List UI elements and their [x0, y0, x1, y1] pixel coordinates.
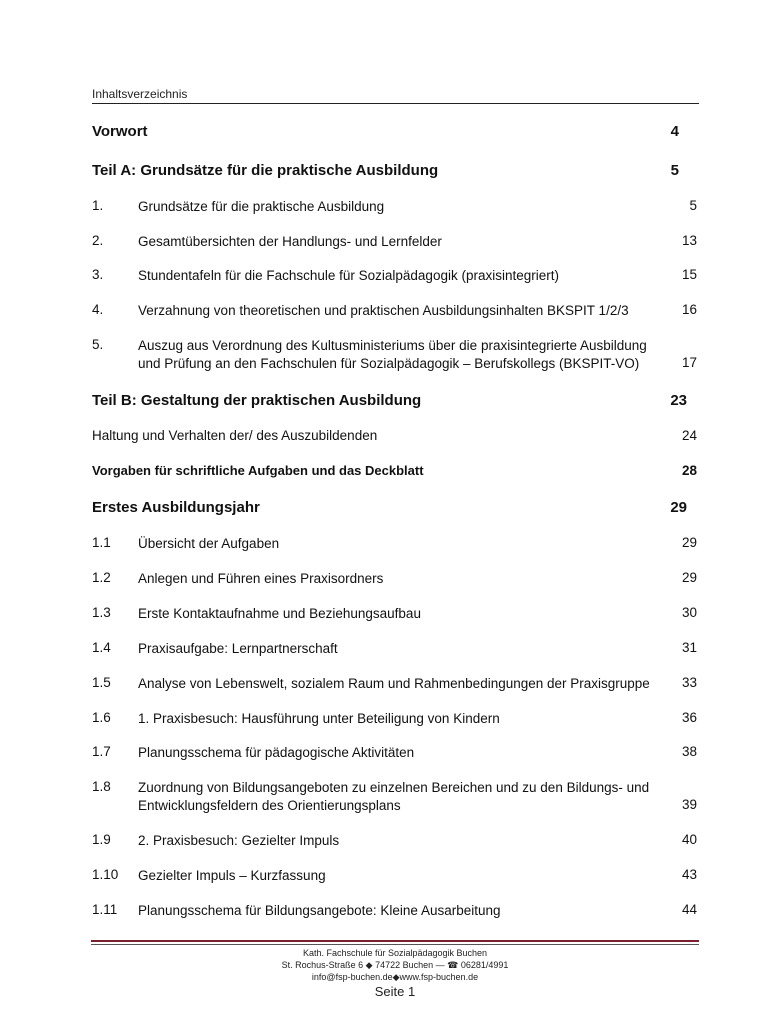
- toc-entry-title-line1: Zuordnung von Bildungsangeboten zu einzelnen Bereichen und zu den Bildungs- und: [138, 780, 650, 795]
- toc-page-number: 40: [681, 832, 697, 847]
- toc-page-number: 29: [670, 499, 687, 516]
- toc-entry-number: 4.: [92, 302, 104, 317]
- toc-entry-title: Vorgaben für schriftliche Aufgaben und das Deckblatt: [92, 463, 424, 478]
- toc-page-number: 28: [681, 463, 697, 478]
- toc-heading-title: Erstes Ausbildungsjahr: [92, 499, 260, 516]
- toc-page-number: 36: [681, 710, 697, 725]
- toc-entry-title: Planungsschema für pädagogische Aktivitäten: [138, 745, 415, 760]
- toc-entry-number: 1.5: [92, 675, 111, 690]
- toc-entry-title-line2: und Prüfung an den Fachschulen für Sozialpädagogik – Berufskollegs (BKSPIT-VO): [138, 356, 640, 371]
- toc-entry-number: 1.1: [92, 535, 111, 550]
- footer-school-name: Kath. Fachschule für Sozialpädagogik Buchen: [302, 948, 488, 958]
- toc-page-number: 29: [681, 570, 697, 585]
- toc-entry-number: 1.11: [92, 902, 118, 917]
- toc-entry-haltung[interactable]: [92, 428, 699, 443]
- toc-page-number: 43: [681, 867, 697, 882]
- toc-page-number: 15: [681, 267, 697, 282]
- toc-page-number: 33: [681, 675, 697, 690]
- footer-address: St. Rochus-Straße 6 ◆ 74722 Buchen — ☎ 06281/4991: [281, 960, 509, 970]
- toc-heading-teil-a[interactable]: [92, 162, 699, 179]
- toc-page-number: 39: [681, 797, 697, 812]
- toc-entry-title-line1: Auszug aus Verordnung des Kultusministeriums über die praxisintegrierte Ausbildung: [138, 338, 647, 353]
- toc-entry-number: 1.6: [92, 710, 111, 725]
- toc-page-number: 29: [681, 535, 697, 550]
- toc-heading-teil-b[interactable]: [92, 392, 699, 409]
- toc-entry-title: Verzahnung von theoretischen und praktischen Ausbildungsinhalten BKSPIT 1/2/3: [138, 303, 629, 318]
- toc-page-number: 44: [681, 902, 697, 917]
- toc-entry-title: Übersicht der Aufgaben: [138, 536, 280, 551]
- toc-entry-title: 2. Praxisbesuch: Gezielter Impuls: [138, 833, 340, 848]
- toc-entry-title: Gezielter Impuls – Kurzfassung: [138, 868, 326, 883]
- toc-heading-title: Vorwort: [92, 123, 148, 140]
- toc-entry-vorgaben[interactable]: [92, 463, 699, 478]
- toc-heading-erstes-ausbildungsjahr[interactable]: [92, 499, 699, 516]
- toc-page-number: 31: [681, 640, 697, 655]
- toc-page-number: 30: [681, 605, 697, 620]
- toc-entry-number: 1.: [92, 198, 104, 213]
- toc-entry-number: 1.3: [92, 605, 111, 620]
- toc-entry-number: 2.: [92, 233, 104, 248]
- toc-page-number: 13: [681, 233, 697, 248]
- footer-contact: info@fsp-buchen.de◆www.fsp-buchen.de: [311, 972, 479, 982]
- toc-page-number: 17: [681, 355, 697, 370]
- toc-entry-title: Stundentafeln für die Fachschule für Sozialpädagogik (praxisintegriert): [138, 268, 559, 283]
- toc-entry-number: 1.7: [92, 744, 111, 759]
- footer-rule-gray: [91, 944, 699, 945]
- toc-entry-number: 5.: [92, 337, 104, 352]
- toc-page-number: 38: [681, 744, 697, 759]
- toc-heading-title: Teil B: Gestaltung der praktischen Ausbildung: [92, 392, 422, 409]
- toc-entry-title: Planungsschema für Bildungsangebote: Kleine Ausarbeitung: [138, 903, 501, 918]
- toc-page-number: 5: [689, 198, 697, 213]
- toc-entry-title: Anlegen und Führen eines Praxisordners: [138, 571, 384, 586]
- toc-entry-title: Gesamtübersichten der Handlungs- und Lernfelder: [138, 234, 442, 249]
- toc-entry-number: 1.8: [92, 779, 111, 794]
- footer-rule-red: [91, 940, 699, 942]
- page-header: Inhaltsverzeichnis: [92, 87, 699, 104]
- toc-entry-title: Grundsätze für die praktische Ausbildung: [138, 199, 385, 214]
- toc-page-number: 5: [670, 162, 679, 179]
- toc-heading-title: Teil A: Grundsätze für die praktische Ausbildung: [92, 162, 439, 179]
- toc-entry-number: 1.2: [92, 570, 111, 585]
- toc-entry-number: 1.4: [92, 640, 111, 655]
- toc-entry-number: 1.10: [92, 867, 119, 882]
- toc-entry-title: Praxisaufgabe: Lernpartnerschaft: [138, 641, 338, 656]
- toc-entry-title-line2: Entwicklungsfeldern des Orientierungsplans: [138, 798, 401, 813]
- page-footer: [91, 947, 699, 998]
- toc-page-number: 23: [670, 392, 687, 409]
- toc-entry-title: Erste Kontaktaufnahme und Beziehungsaufbau: [138, 606, 421, 621]
- toc-entry-number: 3.: [92, 267, 104, 282]
- toc-page-number: 4: [670, 123, 679, 140]
- toc-entry-title: Haltung und Verhalten der/ des Auszubildenden: [92, 428, 378, 443]
- toc-entry-title: Analyse von Lebenswelt, sozialem Raum und Rahmenbedingungen der Praxisgruppe: [138, 676, 650, 691]
- toc-heading-vorwort[interactable]: [92, 123, 699, 140]
- footer-rule: [91, 940, 699, 945]
- toc-page-number: 24: [681, 428, 697, 443]
- toc-entry-title: 1. Praxisbesuch: Hausführung unter Beteiligung von Kindern: [138, 711, 500, 726]
- page-number: Seite 1: [374, 984, 416, 999]
- toc-page-number: 16: [681, 302, 697, 317]
- toc-entry-number: 1.9: [92, 832, 111, 847]
